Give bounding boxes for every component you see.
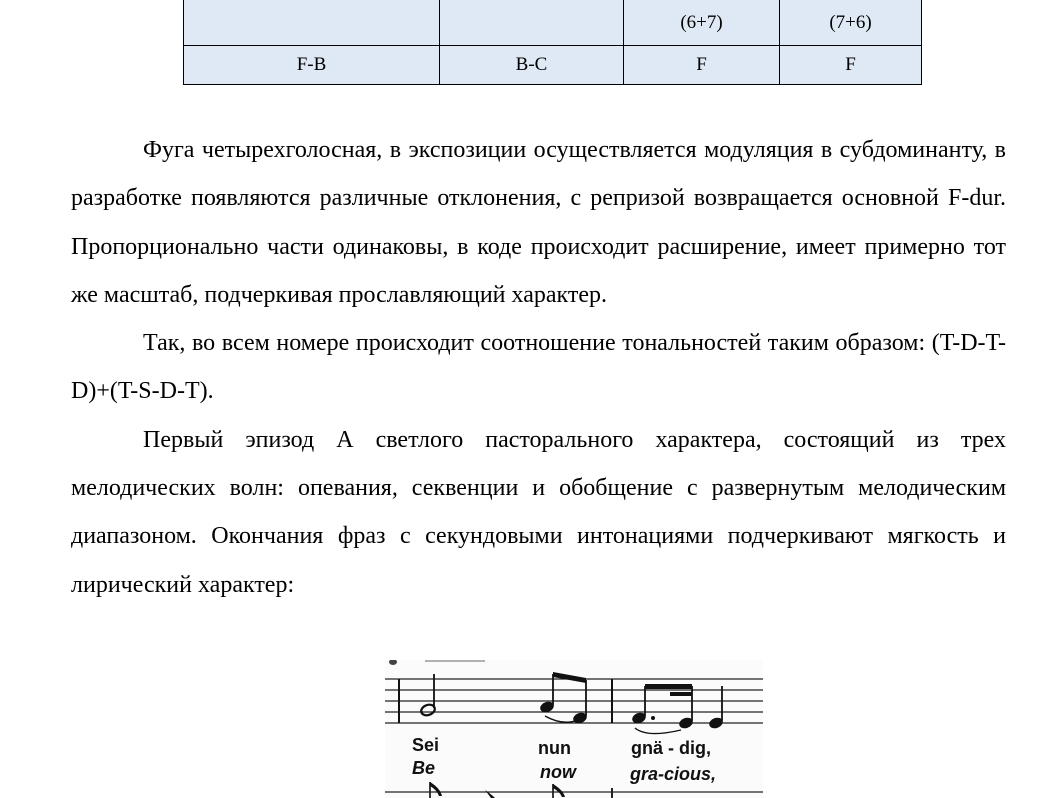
- lyric-de-1: Sei: [412, 735, 440, 755]
- table-row: [184, 0, 922, 46]
- staff-lines: [385, 679, 763, 723]
- paragraph-tonalities: Так, во всем номере происходит соотношение тональностей таким образом: (T-D-T-D)+(T-S-D-T).: [71, 330, 1006, 405]
- table-cell: B-C: [440, 46, 624, 85]
- lyrics-english: [412, 758, 716, 784]
- table-cell: F: [780, 46, 922, 85]
- beamed-notes-1: [539, 672, 589, 725]
- body-text: [71, 126, 1006, 609]
- beamed-notes-2: [631, 684, 725, 734]
- table-cell: [184, 0, 440, 46]
- music-notation-image: [385, 660, 763, 798]
- lyric-en-1: Be: [412, 758, 436, 778]
- lyrics-german: [412, 735, 711, 758]
- table-cell: F-B: [184, 46, 440, 85]
- paragraph-episode: Первый эпизод А светлого пасторального характера, состоящий из трех мелодических волн: опевания, секвенции и обобщение с развернутым мелодическим диапазоном. Окончания фраз с секундовыми интонациями подчеркивают мягкость и лирический характер:: [71, 426, 1006, 598]
- table-cell: (6+7): [624, 0, 780, 46]
- top-marks: [389, 660, 485, 665]
- table-cell: F: [624, 46, 780, 85]
- half-note: [420, 674, 437, 717]
- lyric-de-2: nun: [538, 738, 571, 758]
- next-staff-flags: [430, 782, 565, 798]
- lyric-en-2: now: [540, 762, 576, 782]
- table-row: [184, 46, 922, 85]
- paragraph-fugue: Фуга четырехголосная, в экспозиции осуществляется модуляция в субдоминанту, в разработке появляются различные отклонения, с репризой возвращается основной F-dur. Пропорционально части одинаковы, в коде происходит расширение, имеет примерно тот же масштаб, подчеркивая прославляющий характер.: [71, 137, 1006, 308]
- lyric-de-3: gnä - dig,: [631, 738, 711, 758]
- table-cell: [440, 0, 624, 46]
- tonality-table: [183, 0, 922, 85]
- music-score-excerpt: [385, 660, 763, 798]
- lyric-en-3: gra-cious,: [630, 764, 717, 784]
- table-cell: (7+6): [780, 0, 922, 46]
